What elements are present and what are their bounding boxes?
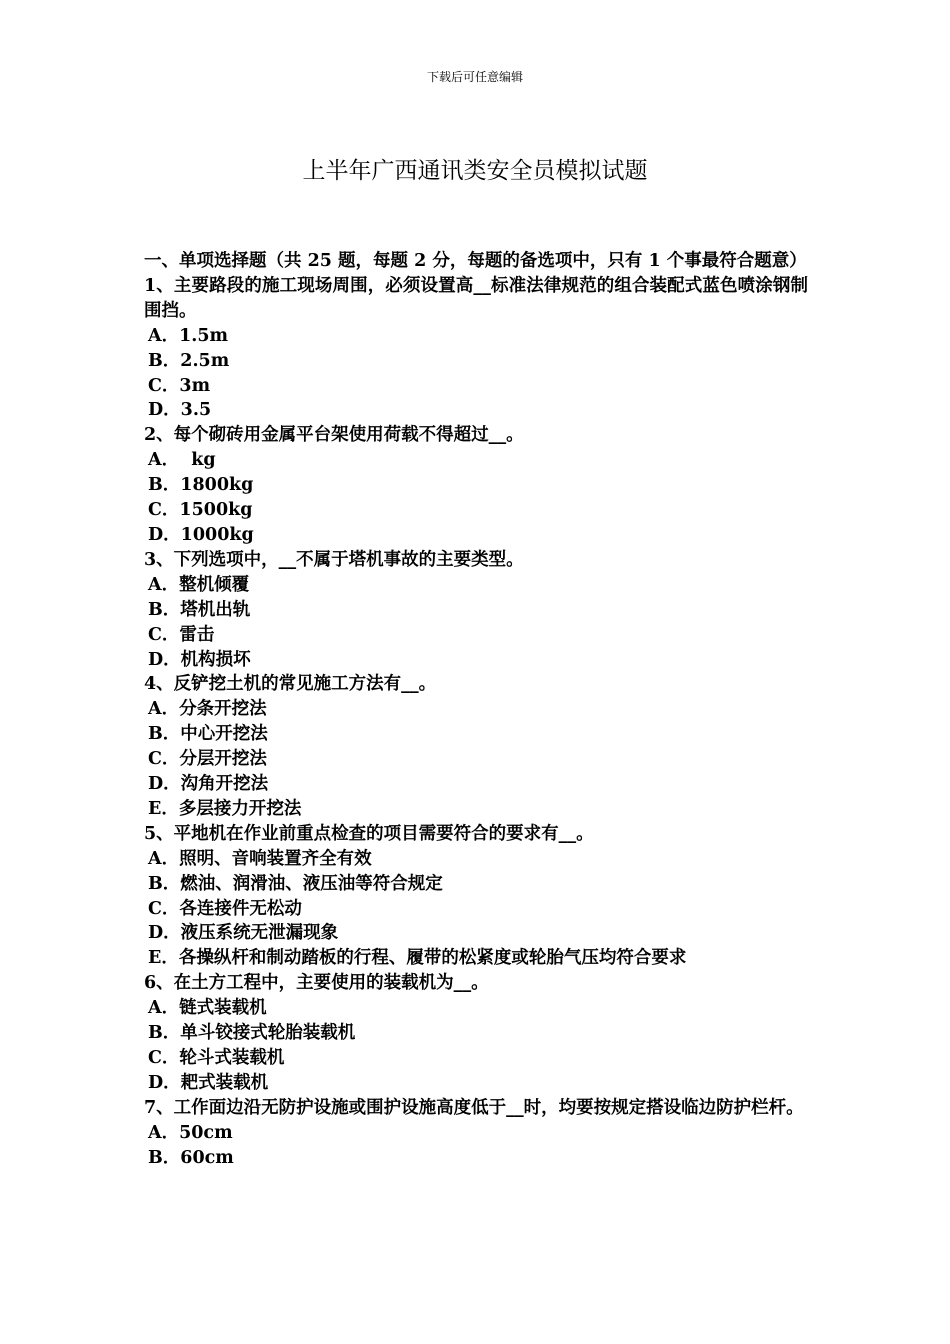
option-a: A．整机倾覆 (148, 574, 250, 595)
header-note: 下载后可任意编辑 (426, 70, 523, 84)
option-d: D．1000kg (148, 524, 254, 545)
option-b: B．60cm (148, 1147, 234, 1168)
section-heading: 一、单项选择题（共 25 题，每题 2 分，每题的备选项中，只有 1 个事最符合题意） (144, 251, 807, 271)
question-stem: 1、主要路段的施工现场周围，必须设置高__标准法律规范的组合装配式蓝色喷涂钢制围挡。 (144, 275, 808, 321)
option-b: B．2.5m (148, 350, 230, 371)
question-5 (144, 822, 808, 971)
option-b: B．燃油、润滑油、液压油等符合规定 (148, 873, 443, 894)
question-stem: 7、工作面边沿无防护设施或围护设施高度低于__时，均要按规定搭设临边防护栏杆。 (144, 1097, 804, 1118)
option-a: A．1.5m (148, 325, 229, 346)
question-7 (144, 1096, 808, 1171)
document-title: 上半年广西通讯类安全员模拟试题 (302, 158, 648, 184)
question-stem: 6、在土方工程中，主要使用的装载机为__。 (144, 973, 489, 994)
question-3 (144, 548, 808, 673)
question-1 (144, 274, 808, 423)
option-d: D．耙式装载机 (148, 1072, 269, 1093)
option-d: D．3.5 (148, 400, 212, 421)
question-stem: 4、反铲挖土机的常见施工方法有__。 (144, 674, 437, 695)
question-stem: 2、每个砌砖用金属平台架使用荷载不得超过__。 (144, 425, 524, 446)
question-2 (144, 423, 808, 548)
option-c: C．1500kg (148, 500, 253, 521)
option-e: E．各操纵杆和制动踏板的行程、履带的松紧度或轮胎气压均符合要求 (148, 948, 687, 969)
document-body (144, 249, 808, 1171)
option-c: C．各连接件无松动 (148, 898, 302, 919)
option-b: B．中心开挖法 (148, 724, 268, 745)
option-c: C．分层开挖法 (148, 749, 267, 770)
option-c: C．轮斗式装载机 (148, 1048, 285, 1068)
option-a: A．照明、音响装置齐全有效 (148, 848, 372, 869)
option-e: E．多层接力开挖法 (148, 798, 302, 819)
option-b: B．单斗铰接式轮胎装载机 (148, 1023, 356, 1044)
question-4 (144, 672, 808, 821)
option-a: A． kg (148, 450, 216, 471)
option-c: C．3m (148, 375, 211, 396)
option-d: D．机构损坏 (148, 649, 251, 670)
question-stem: 3、下列选项中，__不属于塔机事故的主要类型。 (144, 549, 524, 570)
option-a: A．50cm (148, 1122, 233, 1143)
option-a: A．分条开挖法 (148, 699, 267, 720)
option-b: B．塔机出轨 (148, 599, 251, 620)
option-d: D．沟角开挖法 (148, 774, 269, 795)
option-b: B．1800kg (148, 475, 254, 496)
option-a: A．链式装载机 (148, 998, 267, 1019)
question-stem: 5、平地机在作业前重点检查的项目需要符合的要求有__。 (144, 823, 594, 844)
question-6 (144, 971, 808, 1096)
option-d: D．液压系统无泄漏现象 (148, 923, 339, 944)
option-c: C．雷击 (148, 624, 215, 645)
